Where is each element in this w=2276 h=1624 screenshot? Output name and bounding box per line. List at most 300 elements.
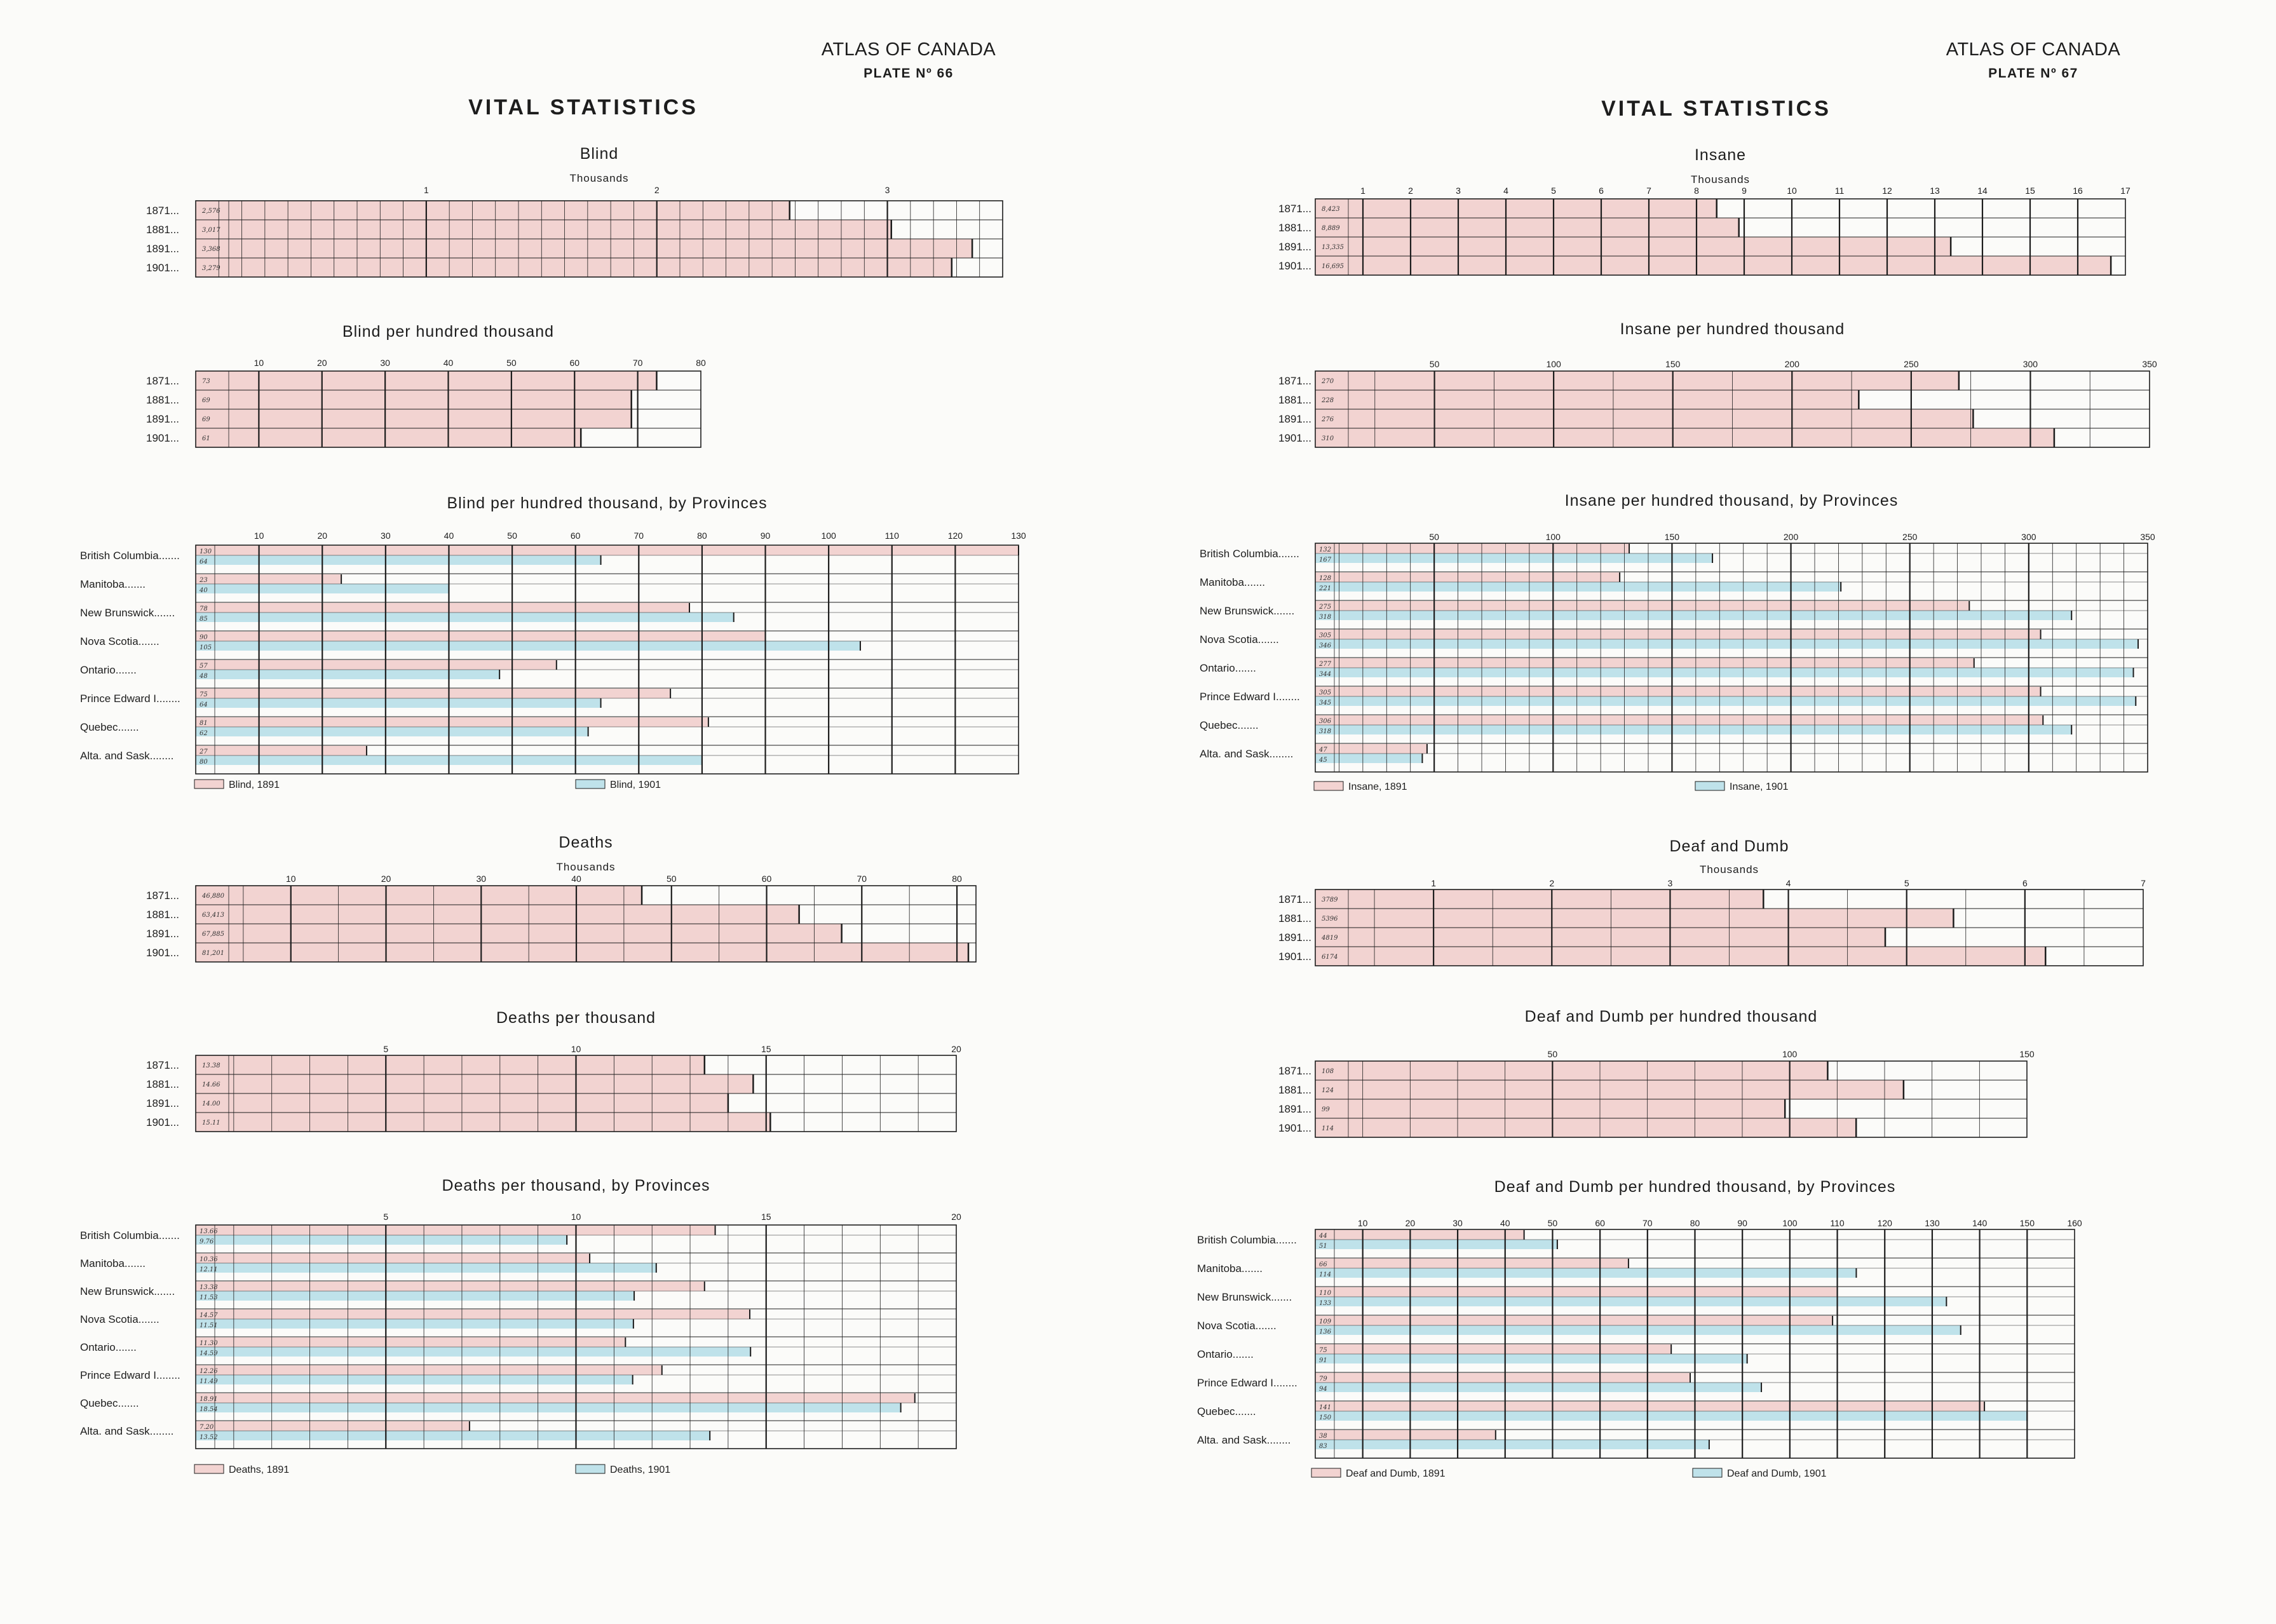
bar-series-1	[1315, 687, 2041, 696]
category-label: 1901...	[146, 947, 179, 959]
bar	[1315, 1061, 1827, 1080]
category-label: British Columbia.......	[1197, 1234, 1297, 1246]
bar-series-1	[196, 1393, 915, 1403]
tick-label: 40	[443, 358, 454, 368]
tick-label: 9	[1742, 186, 1747, 196]
data-label: 75	[1319, 1347, 1327, 1354]
tick-label: 30	[476, 874, 487, 884]
tick-label: 60	[1595, 1218, 1605, 1228]
bar-series-1	[1315, 601, 1969, 611]
tick-label: 160	[2067, 1218, 2082, 1228]
category-label: Manitoba.......	[80, 1257, 146, 1269]
data-label: 276	[1322, 416, 1334, 423]
category-label: 1901...	[1278, 432, 1311, 444]
legend-swatch-series-2	[1695, 782, 1724, 790]
chart-deaths-per-thousand-by-provinces	[80, 1177, 961, 1475]
bar-series-1	[196, 1365, 662, 1375]
tick-label: 2	[654, 185, 660, 195]
tick-label: 60	[569, 358, 580, 368]
data-label: 66	[1319, 1261, 1327, 1268]
data-label: 270	[1322, 378, 1334, 385]
category-label: 1891...	[1278, 241, 1311, 253]
tick-label: 80	[952, 874, 962, 884]
data-label: 228	[1322, 397, 1334, 404]
data-label: 5396	[1322, 916, 1338, 923]
legend-label: Insane, 1891	[1348, 782, 1407, 792]
category-label: 1901...	[1278, 951, 1311, 963]
category-label: Quebec.......	[80, 721, 139, 733]
bar	[196, 409, 632, 428]
bar	[196, 943, 968, 962]
data-label: 91	[1319, 1357, 1327, 1364]
bar-series-2	[196, 1263, 656, 1273]
data-label: 83	[1319, 1443, 1327, 1450]
plate-number: PLATE Nº 67	[1988, 66, 2078, 81]
legend-swatch-series-2	[576, 1465, 605, 1473]
tick-label: 15	[761, 1044, 771, 1054]
bar-series-1	[196, 689, 670, 698]
tick-label: 30	[380, 358, 390, 368]
tick-label: 10	[254, 531, 264, 541]
data-label: 310	[1322, 435, 1334, 442]
tick-label: 150	[1665, 359, 1681, 369]
category-label: Quebec.......	[1200, 719, 1259, 731]
tick-label: 100	[1546, 359, 1561, 369]
data-label: 81	[200, 720, 208, 727]
bar	[1315, 199, 1717, 218]
bar	[1315, 947, 2045, 966]
tick-label: 20	[316, 358, 327, 368]
chart-title: Insane per hundred thousand	[1620, 320, 1845, 338]
data-label: 62	[200, 730, 208, 737]
tick-label: 10	[254, 358, 264, 368]
category-label: 1891...	[1278, 1103, 1311, 1115]
bar	[1315, 409, 1973, 428]
category-label: New Brunswick.......	[1200, 605, 1295, 617]
tick-label: 8	[1694, 186, 1699, 196]
tick-label: 5	[1904, 878, 1909, 888]
tick-label: 50	[1429, 359, 1440, 369]
bar-series-2	[196, 670, 499, 679]
data-label: 69	[202, 416, 210, 423]
bar-series-1	[1315, 572, 1620, 582]
tick-label: 15	[761, 1212, 771, 1222]
chart-deaths-per-thousand	[146, 1009, 961, 1132]
bar-series-2	[196, 1375, 633, 1384]
tick-label: 5	[383, 1212, 389, 1222]
bar	[196, 201, 790, 220]
tick-label: 100	[1782, 1049, 1798, 1059]
tick-label: 40	[571, 874, 581, 884]
tick-label: 70	[633, 531, 644, 541]
data-label: 14.57	[200, 1312, 218, 1319]
data-label: 18.54	[200, 1406, 218, 1413]
data-label: 128	[1319, 575, 1332, 582]
data-label: 14.00	[202, 1100, 220, 1107]
legend-label: Blind, 1901	[610, 780, 661, 790]
data-label: 114	[1319, 1271, 1332, 1278]
bar-series-2	[1315, 668, 2134, 677]
data-label: 94	[1319, 1386, 1327, 1393]
data-label: 81,201	[202, 950, 224, 957]
chart-title: Blind per hundred thousand, by Provinces	[447, 494, 768, 512]
tick-label: 30	[1453, 1218, 1463, 1228]
data-label: 79	[1319, 1376, 1327, 1383]
data-label: 27	[200, 748, 208, 755]
tick-label: 10	[1787, 186, 1797, 196]
bar-series-1	[196, 1309, 750, 1319]
category-label: 1891...	[1278, 413, 1311, 425]
bar	[196, 390, 632, 409]
category-label: Ontario.......	[1200, 662, 1256, 674]
tick-label: 20	[1405, 1218, 1416, 1228]
data-label: 48	[200, 673, 208, 680]
tick-label: 1	[423, 185, 429, 195]
plate-number: PLATE Nº 66	[864, 66, 954, 81]
tick-label: 110	[884, 531, 899, 541]
data-label: 47	[1319, 747, 1327, 754]
bar	[1315, 1118, 1856, 1137]
bar	[1315, 371, 1959, 390]
tick-label: 3	[1456, 186, 1461, 196]
data-label: 150	[1319, 1414, 1332, 1421]
tick-label: 6	[1599, 186, 1604, 196]
bar-series-2	[1315, 582, 1841, 592]
tick-label: 200	[1783, 532, 1799, 542]
tick-label: 20	[381, 874, 391, 884]
bar	[1315, 256, 2111, 275]
chart-title: Deaths per thousand, by Provinces	[442, 1177, 710, 1194]
bar-series-2	[1315, 1411, 2027, 1421]
bar-series-1	[196, 1421, 470, 1431]
bar-series-2	[1315, 553, 1712, 563]
data-label: 64	[200, 558, 208, 565]
tick-label: 10	[571, 1212, 581, 1222]
category-label: 1881...	[146, 224, 179, 236]
data-label: 306	[1319, 718, 1332, 725]
bar-series-2	[196, 1431, 710, 1440]
data-label: 305	[1319, 689, 1332, 696]
data-label: 64	[200, 701, 208, 708]
tick-label: 13	[1930, 186, 1940, 196]
data-label: 108	[1322, 1068, 1334, 1075]
data-label: 13.38	[200, 1284, 218, 1291]
page-title: VITAL STATISTICS	[468, 95, 698, 119]
data-label: 44	[1319, 1233, 1327, 1240]
data-label: 305	[1319, 632, 1332, 639]
legend-swatch-series-2	[1693, 1468, 1722, 1477]
tick-label: 300	[2022, 359, 2038, 369]
legend-label: Insane, 1901	[1730, 782, 1789, 792]
tick-label: 250	[1902, 532, 1918, 542]
chart-title: Blind	[579, 145, 619, 163]
chart-deaf-and-dumb-per-hundred-thousand	[1278, 1008, 2035, 1137]
tick-label: 10	[571, 1044, 581, 1054]
data-label: 10.36	[200, 1256, 218, 1263]
tick-label: 2	[1408, 186, 1413, 196]
bar	[196, 905, 799, 924]
bar	[196, 924, 842, 943]
data-label: 346	[1319, 642, 1332, 649]
chart-blind-per-hundred-thousand	[146, 323, 706, 447]
tick-label: 100	[1782, 1218, 1798, 1228]
data-label: 110	[1319, 1290, 1332, 1297]
data-label: 12.11	[200, 1266, 218, 1273]
data-label: 69	[202, 397, 210, 404]
data-label: 2,576	[202, 208, 220, 215]
category-label: 1901...	[146, 1116, 179, 1128]
tick-label: 50	[1429, 532, 1439, 542]
data-label: 46,880	[202, 893, 224, 900]
tick-label: 2	[1549, 878, 1555, 888]
data-label: 344	[1319, 671, 1332, 678]
bar	[196, 1074, 753, 1093]
chart-title: Deaf and Dumb per hundred thousand, by Provinces	[1494, 1178, 1896, 1196]
bar-series-1	[1315, 1373, 1690, 1383]
data-label: 13.38	[202, 1062, 220, 1069]
bar-series-1	[196, 717, 708, 727]
bar-series-1	[196, 574, 341, 584]
data-label: 99	[1322, 1106, 1330, 1113]
category-label: 1881...	[1278, 394, 1311, 406]
category-label: Prince Edward I........	[80, 693, 180, 705]
data-label: 73	[202, 378, 210, 385]
chart-subtitle: Thousands	[556, 861, 616, 873]
category-label: 1871...	[146, 205, 179, 217]
tick-label: 80	[696, 358, 706, 368]
tick-label: 50	[506, 358, 517, 368]
chart-insane	[1278, 146, 2130, 275]
data-label: 133	[1319, 1300, 1332, 1307]
bar-series-2	[196, 727, 588, 736]
data-label: 80	[200, 759, 208, 766]
category-label: 1871...	[1278, 1065, 1311, 1077]
data-label: 63,413	[202, 912, 224, 919]
category-label: New Brunswick.......	[80, 607, 175, 619]
chart-subtitle: Thousands	[1690, 173, 1751, 186]
category-label: Prince Edward I........	[1197, 1377, 1297, 1389]
tick-label: 120	[947, 531, 963, 541]
category-label: Manitoba.......	[80, 578, 146, 590]
category-label: 1871...	[1278, 893, 1311, 905]
bar	[196, 1113, 770, 1132]
data-label: 6174	[1322, 954, 1338, 961]
tick-label: 7	[1646, 186, 1651, 196]
bar	[196, 428, 581, 447]
category-label: Nova Scotia.......	[1197, 1320, 1277, 1332]
tick-label: 100	[1545, 532, 1561, 542]
data-label: 15.11	[202, 1120, 220, 1127]
category-label: 1881...	[1278, 222, 1311, 234]
bar	[1315, 1080, 1904, 1099]
bar-series-2	[196, 1403, 901, 1412]
category-label: 1881...	[146, 909, 179, 921]
chart-title: Insane per hundred thousand, by Provinces	[1564, 492, 1899, 510]
data-label: 90	[200, 634, 208, 641]
legend-swatch-series-1	[1314, 782, 1343, 790]
bar-series-1	[196, 660, 557, 670]
legend-label: Deaf and Dumb, 1901	[1727, 1468, 1827, 1479]
bar-series-1	[196, 603, 689, 612]
category-label: British Columbia.......	[1200, 548, 1299, 560]
tick-label: 20	[317, 531, 328, 541]
bar-series-2	[1315, 696, 2136, 706]
data-label: 3,017	[202, 227, 220, 234]
data-label: 11.51	[200, 1322, 218, 1329]
tick-label: 5	[1551, 186, 1556, 196]
data-label: 8,889	[1322, 225, 1340, 232]
data-label: 61	[202, 435, 210, 442]
category-label: 1881...	[1278, 912, 1311, 924]
category-label: 1891...	[146, 1097, 179, 1109]
tick-label: 3	[1667, 878, 1673, 888]
data-label: 11.49	[200, 1378, 218, 1385]
chart-title: Deaf and Dumb per hundred thousand	[1524, 1008, 1818, 1025]
category-label: Ontario.......	[1197, 1348, 1254, 1360]
tick-label: 130	[1011, 531, 1026, 541]
chart-blind	[146, 145, 1003, 277]
bar	[196, 886, 642, 905]
bar-series-2	[196, 1347, 750, 1357]
bar-series-1	[1315, 630, 2041, 639]
data-label: 8,423	[1322, 206, 1340, 213]
data-label: 318	[1319, 614, 1332, 621]
bar-series-2	[196, 1319, 633, 1329]
tick-label: 50	[1547, 1049, 1558, 1059]
tick-label: 60	[570, 531, 581, 541]
bar-series-2	[1315, 1440, 1709, 1449]
chart-title: Blind per hundred thousand	[342, 323, 555, 341]
chart-deaths	[146, 834, 976, 962]
bar-series-2	[1315, 725, 2071, 734]
bar-series-1	[1315, 1287, 1838, 1297]
data-label: 13,335	[1322, 244, 1344, 251]
data-label: 318	[1319, 728, 1332, 735]
tick-label: 10	[1357, 1218, 1368, 1228]
atlas-title: ATLAS OF CANADA	[821, 39, 996, 60]
bar-series-2	[196, 1291, 634, 1301]
tick-label: 40	[1500, 1218, 1510, 1228]
bar	[1315, 890, 1763, 909]
tick-label: 1	[1360, 186, 1365, 196]
tick-label: 80	[1690, 1218, 1700, 1228]
bar-series-2	[196, 612, 734, 622]
tick-label: 150	[2019, 1218, 2035, 1228]
data-label: 38	[1319, 1433, 1327, 1440]
bar-series-1	[1315, 1402, 1984, 1411]
category-label: 1881...	[1278, 1084, 1311, 1096]
data-label: 114	[1322, 1125, 1334, 1132]
data-label: 130	[200, 548, 212, 555]
bar-series-1	[196, 1282, 705, 1291]
data-label: 16,695	[1322, 263, 1344, 270]
data-label: 45	[1319, 757, 1327, 764]
tick-label: 50	[507, 531, 517, 541]
tick-label: 350	[2140, 532, 2155, 542]
tick-label: 16	[2073, 186, 2083, 196]
bar-series-1	[1315, 1344, 1671, 1354]
bar-series-1	[196, 1226, 715, 1235]
chart-insane-per-hundred-thousand	[1278, 320, 2157, 447]
tick-label: 80	[697, 531, 707, 541]
tick-label: 90	[760, 531, 771, 541]
tick-label: 50	[666, 874, 677, 884]
data-label: 345	[1319, 700, 1332, 707]
bar	[1315, 218, 1739, 237]
bar-series-2	[1315, 1354, 1747, 1363]
chart-title: Deaths	[559, 834, 613, 851]
chart-subtitle: Thousands	[569, 172, 629, 184]
tick-label: 110	[1830, 1218, 1845, 1228]
tick-label: 1	[1431, 878, 1437, 888]
bar-series-2	[1315, 611, 2071, 620]
category-label: 1901...	[146, 262, 179, 274]
category-label: New Brunswick.......	[80, 1285, 175, 1297]
tick-label: 130	[1925, 1218, 1940, 1228]
tick-label: 3	[884, 185, 890, 195]
chart-subtitle: Thousands	[1699, 863, 1759, 876]
legend-label: Deaths, 1891	[229, 1465, 290, 1475]
data-label: 12.26	[200, 1368, 218, 1375]
category-label: 1881...	[146, 394, 179, 406]
legend-label: Deaths, 1901	[610, 1465, 671, 1475]
tick-label: 350	[2142, 359, 2157, 369]
tick-label: 90	[1737, 1218, 1747, 1228]
legend-label: Blind, 1891	[229, 780, 280, 790]
legend-swatch-series-1	[194, 1465, 224, 1473]
legend-label: Deaf and Dumb, 1891	[1346, 1468, 1446, 1479]
tick-label: 60	[761, 874, 772, 884]
category-label: Alta. and Sask........	[80, 750, 174, 762]
tick-label: 30	[381, 531, 391, 541]
chart-title: Insane	[1694, 146, 1747, 164]
bar-series-1	[196, 1254, 590, 1263]
chart-title: Deaf and Dumb	[1669, 837, 1789, 855]
category-label: Nova Scotia.......	[80, 635, 159, 647]
bar-series-2	[1315, 639, 2138, 649]
tick-label: 11	[1834, 186, 1845, 196]
data-label: 11.53	[200, 1294, 218, 1301]
category-label: Alta. and Sask........	[1200, 748, 1294, 760]
bar-series-2	[196, 555, 601, 565]
data-label: 124	[1322, 1087, 1334, 1094]
data-label: 221	[1319, 585, 1332, 592]
data-label: 3789	[1322, 897, 1338, 903]
tick-label: 140	[1972, 1218, 1988, 1228]
tick-label: 70	[857, 874, 867, 884]
data-label: 14.59	[200, 1350, 218, 1357]
atlas-title: ATLAS OF CANADA	[1946, 39, 2121, 60]
data-label: 136	[1319, 1329, 1332, 1336]
bar-series-1	[1315, 658, 1974, 668]
data-label: 13.52	[200, 1434, 218, 1441]
bar-series-2	[1315, 1325, 1961, 1335]
category-label: British Columbia.......	[80, 1229, 180, 1242]
tick-label: 15	[2025, 186, 2035, 196]
tick-label: 120	[1877, 1218, 1892, 1228]
category-label: Quebec.......	[1197, 1405, 1256, 1418]
legend-swatch-series-2	[576, 780, 605, 788]
data-label: 13.66	[200, 1228, 218, 1235]
tick-label: 50	[1547, 1218, 1558, 1228]
chart-insane-per-hundred-thousand-by-provinces	[1200, 492, 2155, 792]
data-label: 277	[1319, 661, 1332, 668]
category-label: British Columbia.......	[80, 550, 180, 562]
category-label: 1901...	[1278, 260, 1311, 272]
chart-blind-per-hundred-thousand-by-provinces	[80, 494, 1026, 790]
category-label: 1891...	[1278, 931, 1311, 944]
bar-series-2	[1315, 1268, 1856, 1278]
